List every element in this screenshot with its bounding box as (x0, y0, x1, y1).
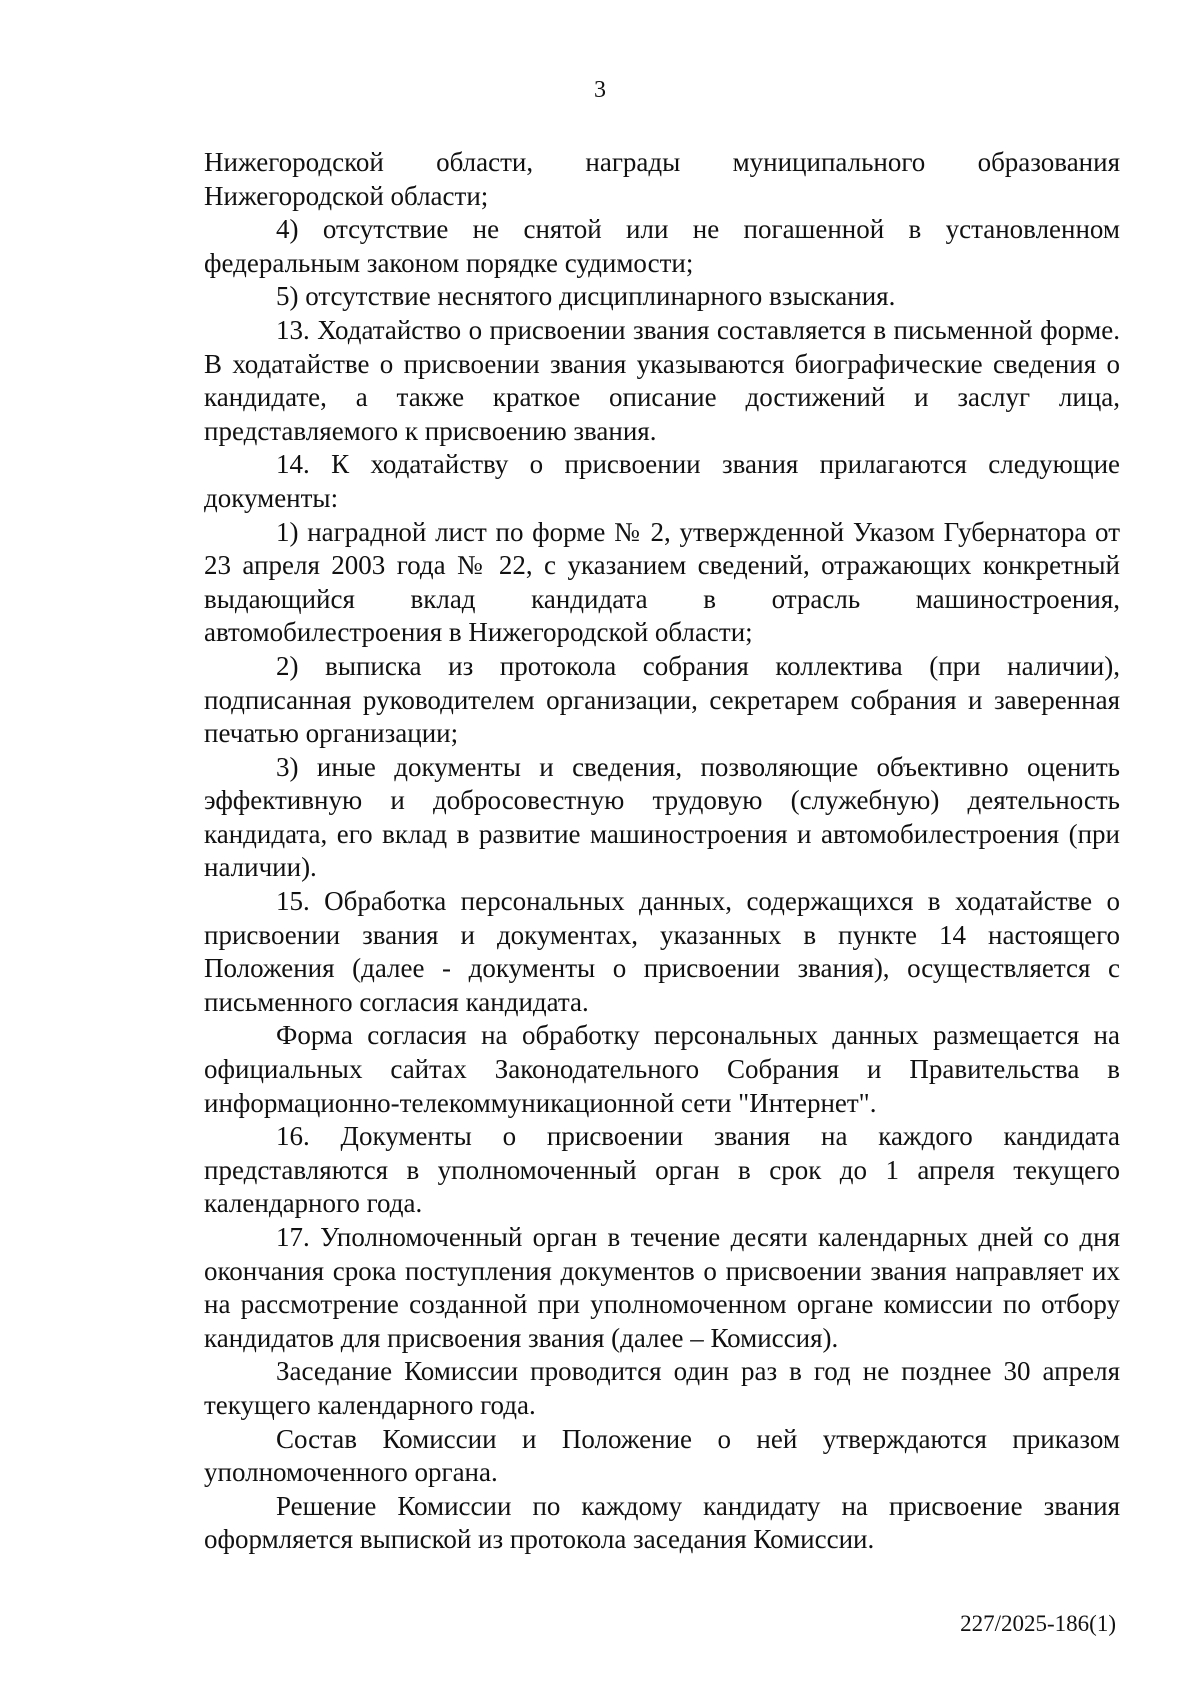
paragraph: Форма согласия на обработку персональных данных размещается на официальных сайтах Законодательного Собрания и Правительства в информационно-телекоммуникационной сети "Интернет". (204, 1020, 1120, 1118)
page-number: 3 (594, 77, 606, 103)
document-body (204, 146, 1120, 1557)
paragraph: Состав Комиссии и Положение о ней утверждаются приказом уполномоченного органа. (204, 1423, 1120, 1488)
paragraph: 4) отсутствие не снятой или не погашенной в установленном федеральным законом порядке судимости; (204, 214, 1120, 278)
paragraph: 13. Ходатайство о присвоении звания составляется в письменной форме. В ходатайстве о присвоении звания указываются биографические сведения о кандидате, а также краткое описание достижений и заслуг лица, представляемого к присвоению звания. (204, 314, 1120, 446)
paragraph: Нижегородской области, награды муниципального образования Нижегородской области; (204, 147, 1120, 211)
paragraph: 3) иные документы и сведения, позволяющие объективно оценить эффективную и добросовестную трудовую (служебную) деятельность кандидата, его вклад в развитие машиностроения и автомобилестроения (при наличии). (204, 751, 1120, 883)
paragraph: Решение Комиссии по каждому кандидату на присвоение звания оформляется выпиской из протокола заседания Комиссии. (204, 1490, 1120, 1555)
paragraph: 14. К ходатайству о присвоении звания прилагаются следующие документы: (204, 449, 1120, 513)
paragraph: 15. Обработка персональных данных, содержащихся в ходатайстве о присвоении звания и документах, указанных в пункте 14 настоящего Положения (далее - документы о присвоении звания), осуществляется с письменного согласия кандидата. (204, 886, 1120, 1017)
paragraph: Заседание Комиссии проводится один раз в год не позднее 30 апреля текущего календарного года. (204, 1356, 1120, 1420)
paragraph: 1) наградной лист по форме № 2, утвержденной Указом Губернатора от 23 апреля 2003 года № 22, с указанием сведений, отражающих конкретный выдающийся вклад кандидата в отрасль машиностроения, автомобилестроения в Нижегородской области; (204, 516, 1120, 648)
paragraph: 16. Документы о присвоении звания на каждого кандидата представляются в уполномоченный орган в срок до 1 апреля текущего календарного года. (204, 1121, 1120, 1219)
document-code: 227/2025-186(1) (960, 1611, 1116, 1636)
paragraph: 17. Уполномоченный орган в течение десяти календарных дней со дня окончания срока поступления документов о присвоении звания направляет их на рассмотрение созданной при уполномоченном органе комиссии по отбору кандидатов для присвоения звания (далее – Комиссия). (204, 1222, 1120, 1353)
paragraph: 2) выписка из протокола собрания коллектива (при наличии), подписанная руководителем организации, секретарем собрания и заверенная печатью организации; (204, 650, 1120, 749)
paragraph: 5) отсутствие неснятого дисциплинарного взыскания. (276, 281, 896, 312)
